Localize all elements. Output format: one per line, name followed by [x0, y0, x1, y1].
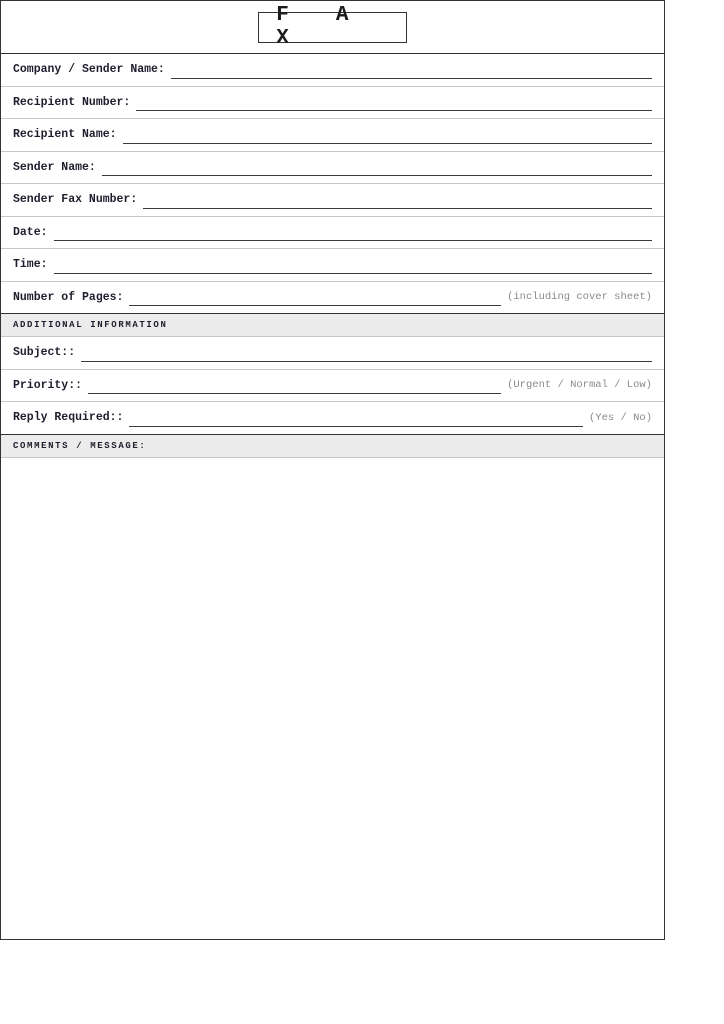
field-label: Priority::: [13, 378, 83, 392]
field-row-date: [1, 217, 664, 250]
field-row-sender-name: [1, 152, 664, 185]
field-row-reply-required: [1, 402, 664, 435]
field-label: Reply Required::: [13, 411, 124, 425]
fax-title: F A X: [258, 12, 407, 43]
reply-required-field[interactable]: [129, 412, 583, 427]
field-row-sender-fax-number: [1, 184, 664, 217]
subject-field[interactable]: [81, 347, 652, 362]
field-hint: (including cover sheet): [507, 291, 652, 304]
section-heading-comments-message: COMMENTS / MESSAGE:: [1, 435, 664, 458]
priority-field[interactable]: [88, 379, 501, 394]
field-label: Recipient Name:: [13, 128, 117, 142]
number-of-pages-field[interactable]: [129, 291, 501, 306]
date-field[interactable]: [54, 226, 652, 241]
comments-message-area[interactable]: [1, 458, 664, 938]
company-sender-name-field[interactable]: [171, 64, 652, 79]
field-hint: (Yes / No): [588, 411, 652, 424]
field-label: Sender Name:: [13, 160, 96, 174]
field-label: Date:: [13, 225, 48, 239]
time-field[interactable]: [54, 259, 652, 274]
field-label: Subject::: [13, 346, 76, 360]
header: [1, 1, 664, 54]
field-row-number-of-pages: [1, 282, 664, 315]
field-row-recipient-number: [1, 87, 664, 120]
field-label: Company / Sender Name:: [13, 63, 165, 77]
field-label: Sender Fax Number:: [13, 193, 138, 207]
field-hint: (Urgent / Normal / Low): [507, 379, 652, 392]
sender-fax-number-field[interactable]: [143, 194, 652, 209]
field-row-company-sender-name: [1, 54, 664, 87]
recipient-name-field[interactable]: [123, 129, 652, 144]
section-heading-additional-information: ADDITIONAL INFORMATION: [1, 314, 664, 337]
recipient-number-field[interactable]: [136, 96, 652, 111]
field-row-priority: [1, 370, 664, 403]
field-row-recipient-name: [1, 119, 664, 152]
field-label: Time:: [13, 258, 48, 272]
field-row-subject: [1, 337, 664, 370]
field-label: Recipient Number:: [13, 95, 131, 109]
field-row-time: [1, 249, 664, 282]
sender-name-field[interactable]: [102, 161, 652, 176]
field-label: Number of Pages:: [13, 290, 124, 304]
